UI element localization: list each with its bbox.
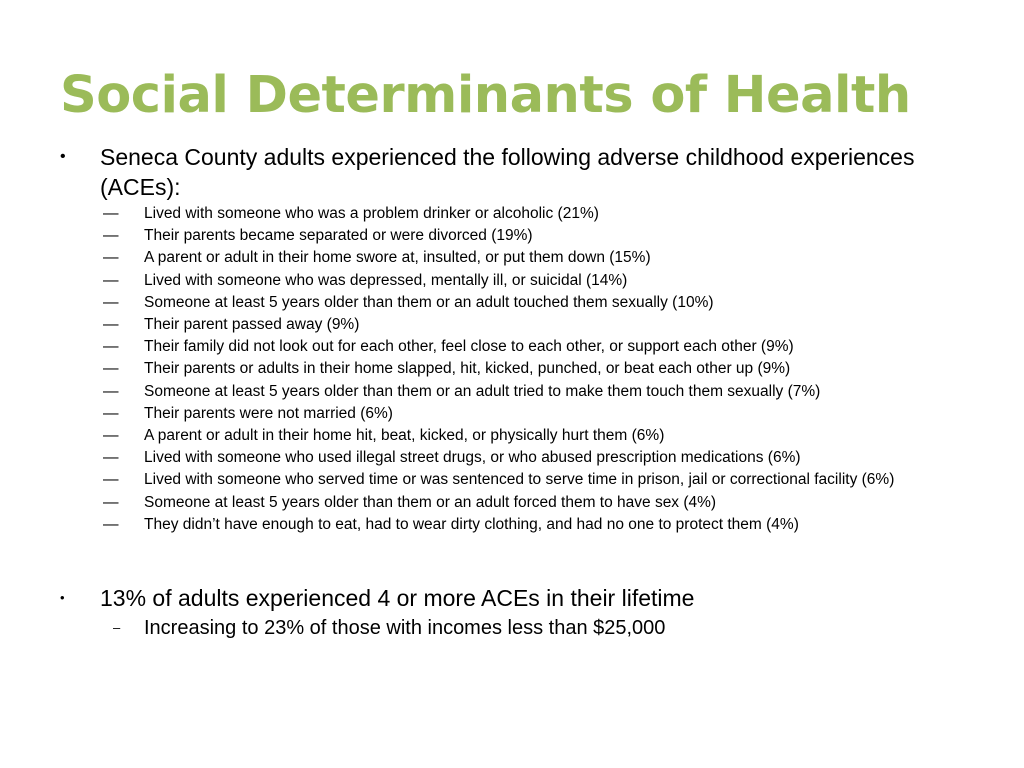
list-item: [103, 514, 963, 536]
dash-marker: —: [103, 227, 119, 245]
dash-marker: —: [103, 493, 119, 511]
bullet-aces-summary: [60, 583, 960, 613]
dash-marker: —: [103, 515, 119, 533]
list-item: [103, 358, 963, 380]
bullet-aces-intro: [60, 142, 960, 202]
list-item-text: Their parents were not married (6%): [144, 404, 393, 422]
list-item: [103, 469, 963, 491]
dash-marker: —: [103, 449, 119, 467]
list-item-text: Someone at least 5 years older than them or an adult tried to make them touch them sexually (7%): [144, 382, 821, 400]
list-item-text: Someone at least 5 years older than them or an adult forced them to have sex (4%): [144, 493, 717, 511]
list-item-text: Their parent passed away (9%): [144, 316, 360, 334]
dash-marker: —: [103, 293, 119, 311]
list-item: [103, 270, 963, 292]
slide-title: Social Determinants of Health: [60, 66, 911, 125]
list-item-text: A parent or adult in their home swore at, insulted, or put them down (15%): [144, 249, 651, 267]
bullet-text: Seneca County adults experienced the following adverse childhood experiences (ACEs):: [100, 144, 915, 200]
list-item: [103, 447, 963, 469]
income-subitem: [103, 614, 963, 642]
list-item: [103, 425, 963, 447]
list-item: [103, 336, 963, 358]
list-item-text: Their family did not look out for each other, feel close to each other, or support each other (9%): [144, 338, 794, 356]
dash-marker: —: [103, 427, 119, 445]
list-item-text: Someone at least 5 years older than them or an adult touched them sexually (10%): [144, 293, 714, 311]
dash-marker: —: [103, 271, 119, 289]
list-item-text: Lived with someone who served time or was sentenced to serve time in prison, jail or correctional facility (6%): [144, 471, 895, 489]
list-item-text: They didn’t have enough to eat, had to wear dirty clothing, and had no one to protect them (4%): [144, 515, 799, 533]
dash-marker: –: [113, 620, 121, 635]
dash-marker: —: [103, 205, 119, 222]
dash-marker: —: [103, 360, 119, 378]
list-item: [103, 225, 963, 247]
dash-marker: —: [103, 316, 119, 334]
bullet-marker: •: [60, 590, 65, 605]
bullet-marker: •: [60, 148, 66, 165]
list-item: [103, 247, 963, 269]
list-item-text: Their parents became separated or were divorced (19%): [144, 227, 533, 245]
dash-marker: —: [103, 471, 119, 489]
list-item-text: Lived with someone who was depressed, mentally ill, or suicidal (14%): [144, 271, 628, 289]
list-item: [103, 203, 963, 225]
list-item-text: A parent or adult in their home hit, beat, kicked, or physically hurt them (6%): [144, 427, 665, 445]
list-item: [103, 292, 963, 314]
list-item-text: Lived with someone who was a problem drinker or alcoholic (21%): [144, 205, 599, 222]
bullet-text: 13% of adults experienced 4 or more ACEs in their lifetime: [100, 585, 695, 611]
list-item-text: Increasing to 23% of those with incomes less than $25,000: [144, 617, 666, 639]
list-item: [103, 492, 963, 514]
list-item: [103, 381, 963, 403]
dash-marker: —: [103, 382, 119, 400]
aces-sublist: [103, 203, 963, 536]
list-item: [103, 314, 963, 336]
dash-marker: —: [103, 338, 119, 356]
list-item-text: Lived with someone who used illegal street drugs, or who abused prescription medications (6%): [144, 449, 801, 467]
dash-marker: —: [103, 404, 119, 422]
list-item-text: Their parents or adults in their home slapped, hit, kicked, punched, or beat each other up (9%): [144, 360, 791, 378]
dash-marker: —: [103, 249, 119, 267]
list-item: [103, 403, 963, 425]
